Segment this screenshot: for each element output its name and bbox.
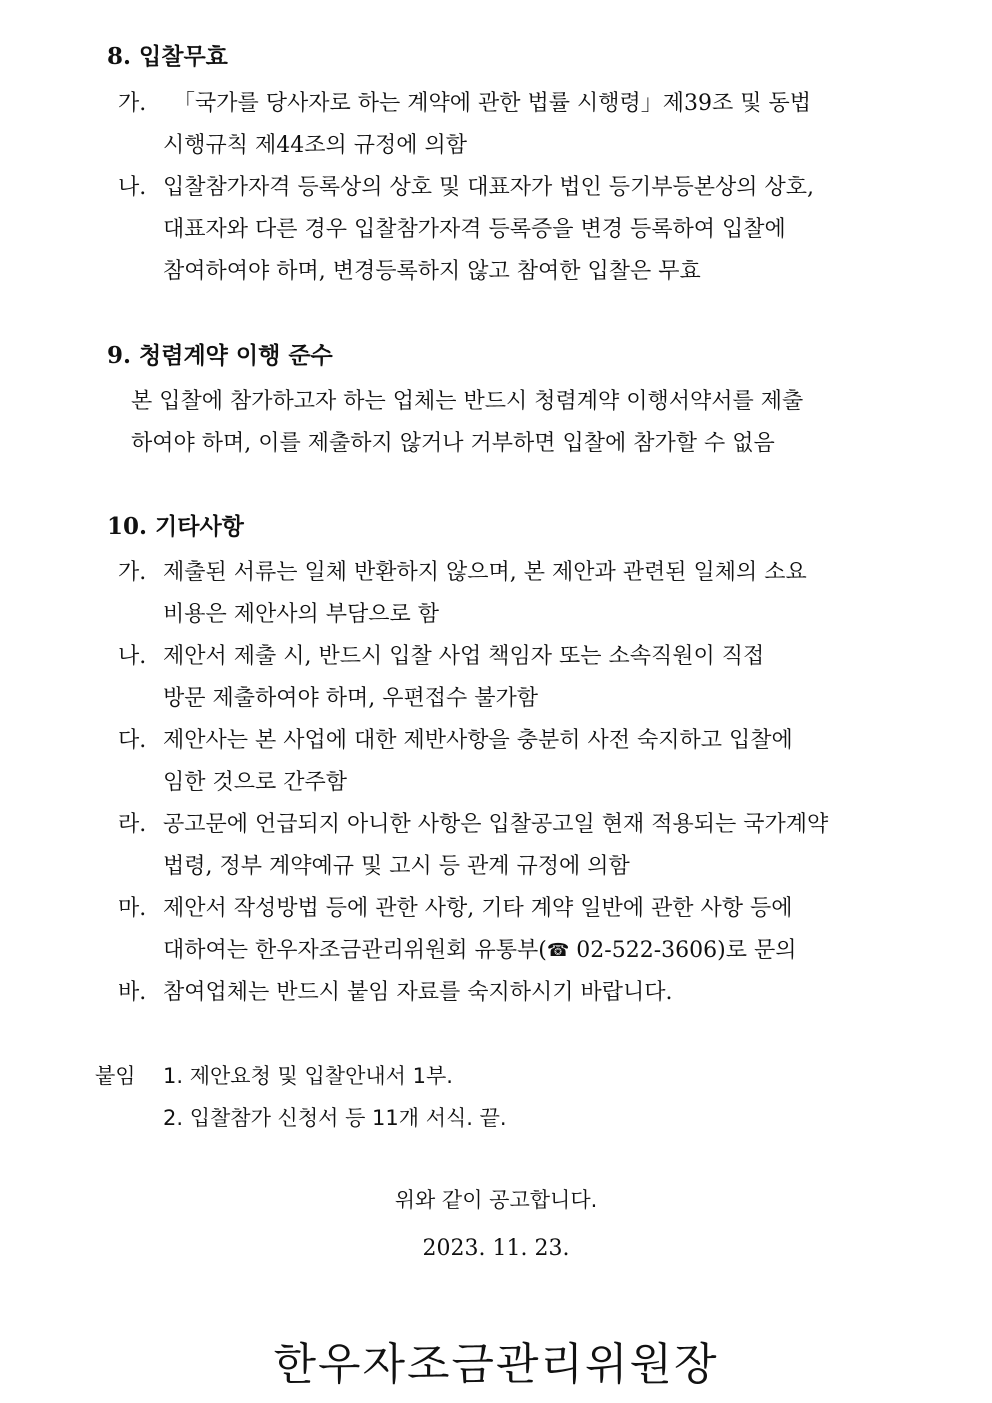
telephone-icon: ☎ — [546, 940, 570, 961]
section-10-item-na-line-2: 방문 제출하여야 하며, 우편접수 불가함 — [163, 686, 538, 711]
section-10-item-da-line-1: 제안사는 본 사업에 대한 제반사항을 충분히 사전 숙지하고 입찰에 — [163, 728, 793, 753]
closing-statement: 위와 같이 공고합니다. — [394, 1188, 598, 1212]
section-8-item-ga-line-1 — [173, 86, 897, 117]
section-8-item-ga-text-1: 「국가를 당사자로 하는 계약에 관한 법률 시행령」제39조 및 동법 — [173, 91, 811, 116]
section-10-item-ma-marker: 마. — [118, 896, 147, 921]
section-8-item-na-line-1: 입찰참가자격 등록상의 상호 및 대표자가 법인 등기부등본상의 상호, — [163, 175, 815, 200]
section-8-item-na-line-2: 대표자와 다른 경우 입찰참가자격 등록증을 변경 등록하여 입찰에 — [163, 217, 786, 242]
section-8-item-ga-marker: 가. — [118, 91, 147, 116]
section-10-item-ra-marker: 라. — [118, 812, 147, 837]
section-10-item-na-line-1: 제안서 제출 시, 반드시 입찰 사업 책임자 또는 소속직원이 직접 — [163, 644, 765, 669]
section-10-item-na-marker: 나. — [118, 644, 147, 669]
issuer-signature: 한우자조금관리위원장 — [273, 1339, 719, 1390]
contact-phone-number: 02-522-3606)로 문의 — [576, 938, 797, 963]
section-10-item-da-line-2: 임한 것으로 간주함 — [163, 770, 348, 795]
section-10-item-da-marker: 다. — [118, 728, 147, 753]
section-10-item-ga-line-2: 비용은 제안사의 부담으로 함 — [163, 602, 440, 627]
section-9-heading: 9. 청렴계약 이행 준수 — [107, 342, 333, 369]
attachment-item-2: 2. 입찰참가 신청서 등 11개 서식. 끝. — [163, 1106, 507, 1130]
announcement-date: 2023. 11. 23. — [422, 1236, 570, 1261]
section-9-line-1: 본 입찰에 참가하고자 하는 업체는 반드시 청렴계약 이행서약서를 제출 — [131, 389, 804, 414]
section-10-heading: 10. 기타사항 — [107, 513, 244, 540]
attachment-item-1: 1. 제안요청 및 입찰안내서 1부. — [163, 1064, 453, 1088]
section-8-item-ga-line-2: 시행규칙 제44조의 규정에 의함 — [163, 133, 467, 158]
section-10-item-ba-marker: 바. — [118, 980, 147, 1005]
section-8-item-na-marker: 나. — [118, 175, 147, 200]
section-10-item-ma-text-2: 대하여는 한우자조금관리위원회 유통부( — [163, 938, 547, 963]
section-10-item-ma-line-1: 제안서 작성방법 등에 관한 사항, 기타 계약 일반에 관한 사항 등에 — [163, 896, 793, 921]
section-10-item-ra-line-2: 법령, 정부 계약예규 및 고시 등 관계 규정에 의함 — [163, 854, 630, 879]
section-10-item-ga-line-1: 제출된 서류는 일체 반환하지 않으며, 본 제안과 관련된 일체의 소요 — [163, 560, 807, 585]
section-8-heading: 8. 입찰무효 — [107, 43, 228, 70]
section-10-item-ra-line-1: 공고문에 언급되지 아니한 사항은 입찰공고일 현재 적용되는 국가계약 — [163, 812, 829, 837]
section-10-item-ma-line-2 — [163, 933, 796, 964]
section-10-item-ba-line-1: 참여업체는 반드시 붙임 자료를 숙지하시기 바랍니다. — [163, 980, 673, 1005]
section-10-item-ga-marker: 가. — [118, 560, 147, 585]
attachment-label: 붙임 — [95, 1064, 136, 1088]
section-9-line-2: 하여야 하며, 이를 제출하지 않거나 거부하면 입찰에 참가할 수 없음 — [131, 431, 775, 456]
section-8-item-na-line-3: 참여하여야 하며, 변경등록하지 않고 참여한 입찰은 무효 — [163, 259, 701, 284]
